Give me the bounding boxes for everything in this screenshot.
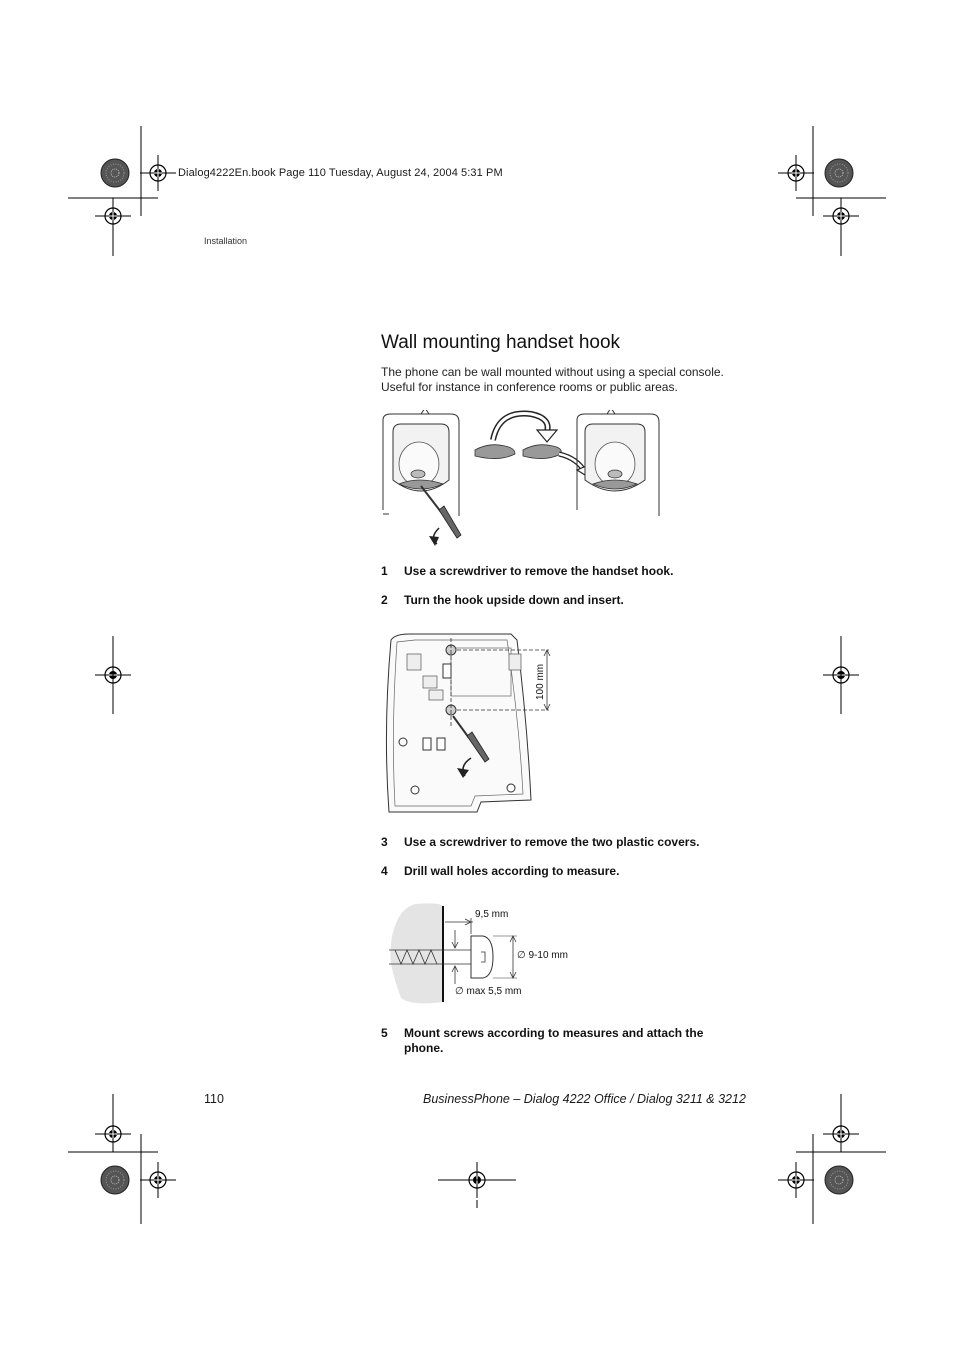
print-info-line: Dialog4222En.book Page 110 Tuesday, August 24, 2004 5:31 PM [178,167,503,179]
base-dimension-label: 100 mm [535,663,546,700]
page-number: 110 [204,1092,224,1106]
step-text: Drill wall holes according to measure. [404,864,620,878]
step-text: Turn the hook upside down and insert. [404,593,624,607]
shaft-diameter-label: ∅ max 5,5 mm [455,986,522,997]
step-number: 2 [381,593,388,607]
figure-handset-hook [381,410,661,550]
page-title: Wall mounting handset hook [381,332,621,353]
figure-phone-base [381,630,561,820]
head-diameter-label: ∅ 9-10 mm [517,950,568,961]
footer-title: BusinessPhone – Dialog 4222 Office / Dialog 3211 & 3212 [423,1092,746,1106]
step-text: Mount screws according to measures and attach the phone. [404,1026,704,1055]
head-width-label: 9,5 mm [475,909,509,920]
step-number: 4 [381,864,388,878]
running-head: Installation [204,236,248,246]
intro-paragraph [381,365,761,395]
step-number: 5 [381,1026,388,1040]
step-number: 1 [381,564,388,578]
intro-line-2: Useful for instance in conference rooms or public areas. [381,380,678,394]
step-text: Use a screwdriver to remove the two plastic covers. [404,835,700,849]
step-number: 3 [381,835,388,849]
intro-line-1: The phone can be wall mounted without using a special console. [381,365,724,379]
step-text: Use a screwdriver to remove the handset hook. [404,564,674,578]
figure-screw-dimensions [381,902,601,1008]
